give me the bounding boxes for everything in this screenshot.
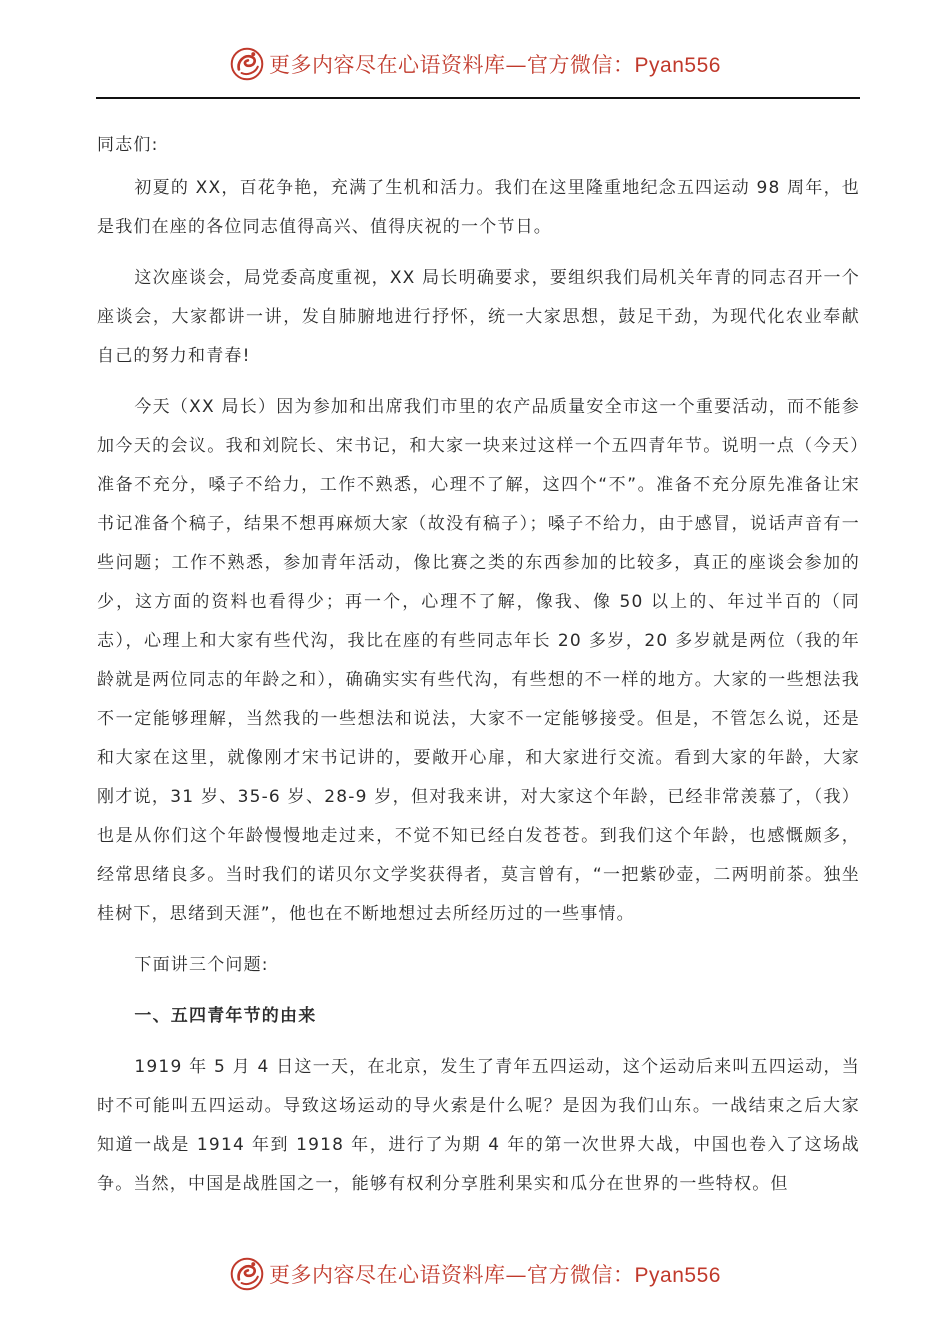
header-site-text: 更多内容尽在心语资料库: [269, 53, 506, 77]
paragraph-5: 1919 年 5 月 4 日这一天，在北京，发生了青年五四运动，这个运动后来叫五四运动，当时不可能叫五四运动。导致这场运动的导火索是什么呢？是因为我们山东。一战结束之后大家知道一战是 1914 年到 1918 年，进行了为期 4 年的第一次世界大战，中国也卷入了这场战争。当然，中国是战胜国之一，能够有权利分享胜利果实和瓜分在世界的一些特权。但: [97, 1057, 860, 1194]
header-text: [269, 49, 721, 79]
swirl-logo-icon: [229, 46, 265, 82]
document-body: [97, 126, 860, 1204]
footer-dash: —: [505, 1263, 528, 1287]
header-divider: [96, 97, 860, 99]
footer-wechat-id: Pyan556: [634, 1264, 721, 1287]
paragraph-2: 这次座谈会，局党委高度重视，XX 局长明确要求，要组织我们局机关年青的同志召开一个座谈会，大家都讲一讲，发自肺腑地进行抒怀，统一大家思想，鼓足干劲，为现代化农业奉献自己的努力和青春!: [97, 268, 860, 366]
footer-site-text: 更多内容尽在心语资料库: [269, 1263, 506, 1287]
header-dash: —: [505, 53, 528, 77]
header-wechat-id: Pyan556: [634, 54, 721, 77]
header-banner: [0, 42, 950, 86]
paragraph-3: 今天（XX 局长）因为参加和出席我们市里的农产品质量安全市这一个重要活动，而不能参加今天的会议。我和刘院长、宋书记，和大家一块来过这样一个五四青年节。说明一点（今天）准备不充分，嗓子不给力，工作不熟悉，心理不了解，这四个“不”。准备不充分原先准备让宋书记准备个稿子，结果不想再麻烦大家（故没有稿子）；嗓子不给力，由于感冒，说话声音有一些问题；工作不熟悉，参加青年活动，像比赛之类的东西参加的比较多，真正的座谈会参加的少，这方面的资料也看得少；再一个，心理不了解，像我、像 50 以上的、年过半百的（同志），心理上和大家有些代沟，我比在座的有些同志年长 20 多岁，20 多岁就是两位（我的年龄就是两位同志的年龄之和），确确实实有些代沟，有些想的不一样的地方。大家的一些想法我不一定能够理解，当然我的一些想法和说法，大家不一定能够接受。但是，不管怎么说，还是和大家在这里，就像刚才宋书记讲的，要敞开心扉，和大家进行交流。看到大家的年龄，大家刚才说，31 岁、35-6 岁、28-9 岁，但对我来讲，对大家这个年龄，已经非常羡慕了，（我）也是从你们这个年龄慢慢地走过来，不觉不知已经白发苍苍。到我们这个年龄，也感慨颇多，经常思绪良多。当时我们的诺贝尔文学奖获得者，莫言曾有，“一把紫砂壶，二两明前茶。独坐桂树下，思绪到天涯”，他也在不断地想过去所经历过的一些事情。: [97, 397, 860, 924]
section-heading-1: 一、五四青年节的由来: [134, 1006, 317, 1026]
swirl-logo-icon: [229, 1256, 265, 1292]
footer-wechat-label: 官方微信：: [527, 1263, 635, 1287]
salutation: 同志们:: [97, 135, 159, 155]
header-wechat-label: 官方微信：: [527, 53, 635, 77]
footer-text: [269, 1259, 721, 1289]
footer-banner: [0, 1252, 950, 1296]
paragraph-1: 初夏的 XX，百花争艳，充满了生机和活力。我们在这里隆重地纪念五四运动 98 周年，也是我们在座的各位同志值得高兴、值得庆祝的一个节日。: [97, 178, 860, 237]
paragraph-4: 下面讲三个问题:: [134, 955, 269, 975]
